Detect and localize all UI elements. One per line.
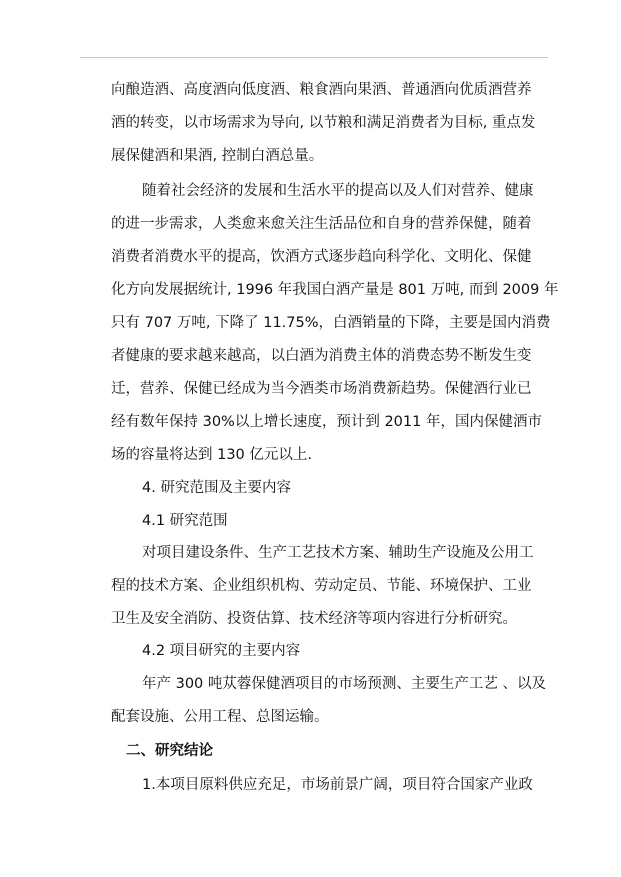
chapter-heading: 二、研究结论 bbox=[126, 743, 213, 759]
paragraph-2-line: 迁，营养、保健已经成为当今酒类市场消费新趋势。保健酒行业已 bbox=[111, 381, 532, 397]
section-heading: 4. 研究范围及主要内容 bbox=[142, 480, 291, 496]
paragraph-2-line: 化方向发展据统计, 1996 年我国白酒产量是 801 万吨, 而到 2009 年 bbox=[111, 282, 559, 298]
paragraph-2-line: 随着社会经济的发展和生活水平的提高以及人们对营养、健康 bbox=[142, 183, 534, 199]
paragraph-2-line: 的进一步需求，人类愈来愈关注生活品位和自身的营养保健，随着 bbox=[111, 216, 532, 232]
section-4-1-line: 程的技术方案、企业组织机构、劳动定员、节能、环境保护、工业 bbox=[111, 578, 532, 594]
paragraph-1-line: 展保健酒和果酒, 控制白酒总量。 bbox=[111, 148, 324, 164]
paragraph-2-line: 者健康的要求越来越高，以白酒为消费主体的消费态势不断发生变 bbox=[111, 348, 532, 364]
paragraph-1-line: 向酿造酒、高度酒向低度酒、粮食酒向果酒、普通酒向优质酒营养 bbox=[111, 82, 532, 98]
paragraph-2-line: 只有 707 万吨, 下降了 11.75%，白酒销量的下降，主要是国内消费 bbox=[111, 315, 551, 331]
paragraph-2-line: 消费者消费水平的提高，饮酒方式逐步趋向科学化、文明化、保健 bbox=[111, 249, 532, 265]
section-4-2-line: 年产 300 吨苁蓉保健酒项目的市场预测、主要生产工艺 、以及 bbox=[142, 676, 547, 692]
subsection-heading: 4.1 研究范围 bbox=[142, 513, 228, 529]
conclusion-line: 1.本项目原料供应充足，市场前景广阔，项目符合国家产业政 bbox=[142, 777, 533, 793]
section-4-1-line: 卫生及安全消防、投资估算、技术经济等项内容进行分析研究。 bbox=[111, 611, 517, 627]
paragraph-2-line: 经有数年保持 30%以上增长速度，预计到 2011 年，国内保健酒市 bbox=[111, 414, 542, 430]
subsection-heading: 4.2 项目研究的主要内容 bbox=[142, 643, 301, 659]
paragraph-2-line: 场的容量将达到 130 亿元以上. bbox=[111, 447, 313, 463]
paragraph-1-line: 酒的转变，以市场需求为导向, 以节粮和满足消费者为目标, 重点发 bbox=[111, 115, 536, 131]
section-4-1-line: 对项目建设条件、生产工艺技术方案、辅助生产设施及公用工 bbox=[142, 545, 534, 561]
section-4-2-line: 配套设施、公用工程、总图运输。 bbox=[111, 709, 329, 725]
